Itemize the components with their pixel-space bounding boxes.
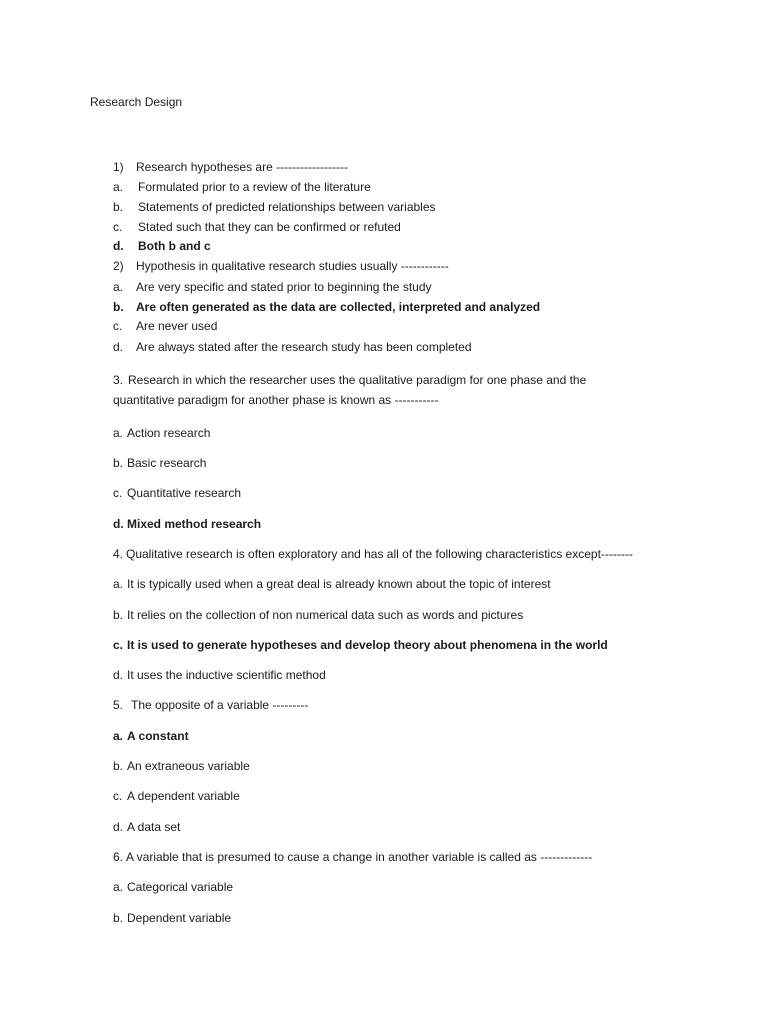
option-5d <box>113 820 180 834</box>
option-text: It relies on the collection of non numerical data such as words and pictures <box>127 608 524 622</box>
option-text: Statements of predicted relationships between variables <box>138 200 436 214</box>
option-text: Action research <box>127 426 211 440</box>
question-number: 1) <box>113 160 124 174</box>
option-letter: a. <box>113 280 124 294</box>
question-text: Qualitative research is often exploratory and has all of the following characteristics except-------- <box>126 547 633 561</box>
option-2c <box>113 319 217 333</box>
question-4-stem-line <box>113 547 633 561</box>
option-letter: d. <box>113 668 124 682</box>
option-3c <box>113 486 241 500</box>
option-text: It is used to generate hypotheses and develop theory about phenomena in the world <box>127 638 608 652</box>
option-letter: d. <box>113 239 124 253</box>
option-letter: b. <box>113 456 124 470</box>
option-4b <box>113 608 523 622</box>
option-letter: b. <box>113 200 124 214</box>
question-3-stem-line-2 <box>113 393 438 407</box>
option-letter: c. <box>113 638 124 652</box>
question-text: A variable that is presumed to cause a change in another variable is called as ------------- <box>126 850 593 864</box>
option-text: A constant <box>127 729 189 743</box>
option-letter: a. <box>113 426 124 440</box>
option-5a <box>113 729 189 743</box>
option-3d <box>113 517 261 531</box>
option-letter: c. <box>113 319 123 333</box>
option-text: Are often generated as the data are collected, interpreted and analyzed <box>136 300 541 314</box>
option-text: Categorical variable <box>127 880 234 894</box>
option-letter: d. <box>113 517 124 531</box>
option-letter: a. <box>113 729 124 743</box>
option-1a <box>113 180 371 194</box>
option-text: A dependent variable <box>127 789 240 803</box>
question-2-stem-line <box>113 259 449 273</box>
option-6a <box>113 880 233 894</box>
option-letter: c. <box>113 220 123 234</box>
option-1b <box>113 200 436 214</box>
question-3-stem-line-1 <box>113 373 586 387</box>
question-text: The opposite of a variable --------- <box>131 698 309 712</box>
option-letter: d. <box>113 820 124 834</box>
option-letter: d. <box>113 340 124 354</box>
option-letter: b. <box>113 300 124 314</box>
question-6-stem-line <box>113 850 592 864</box>
option-2a <box>113 280 432 294</box>
option-text: Are always stated after the research study has been completed <box>136 340 472 354</box>
question-text: quantitative paradigm for another phase is known as ----------- <box>113 393 439 407</box>
option-text: Stated such that they can be confirmed or refuted <box>138 220 401 234</box>
question-number: 4. <box>113 547 124 561</box>
option-5b <box>113 759 250 773</box>
option-text: An extraneous variable <box>127 759 250 773</box>
option-letter: b. <box>113 911 124 925</box>
option-letter: b. <box>113 608 124 622</box>
option-text: It is typically used when a great deal is already known about the topic of interest <box>127 577 551 591</box>
option-2b <box>113 300 540 314</box>
question-1-stem-line <box>113 160 348 174</box>
option-5c <box>113 789 240 803</box>
page-title: Research Design <box>90 95 183 109</box>
option-2d <box>113 340 472 354</box>
option-text: Are very specific and stated prior to beginning the study <box>136 280 432 294</box>
question-number: 5. <box>113 698 124 712</box>
option-4c <box>113 638 608 652</box>
option-1c <box>113 220 401 234</box>
option-letter: c. <box>113 789 123 803</box>
option-4d <box>113 668 326 682</box>
option-letter: b. <box>113 759 124 773</box>
option-3b <box>113 456 206 470</box>
option-text: Both b and c <box>138 239 211 253</box>
question-text: Research hypotheses are ------------------ <box>136 160 349 174</box>
option-3a <box>113 426 210 440</box>
question-number: 3. <box>113 373 124 387</box>
option-text: Quantitative research <box>127 486 242 500</box>
option-text: Dependent variable <box>127 911 232 925</box>
option-text: Mixed method research <box>127 517 262 531</box>
option-letter: a. <box>113 180 124 194</box>
option-6b <box>113 911 231 925</box>
option-text: Basic research <box>127 456 207 470</box>
option-text: Are never used <box>136 319 218 333</box>
question-text: Research in which the researcher uses the qualitative paradigm for one phase and the <box>128 373 587 387</box>
option-letter: c. <box>113 486 123 500</box>
question-text: Hypothesis in qualitative research studies usually ------------ <box>136 259 449 273</box>
option-text: A data set <box>127 820 181 834</box>
option-letter: a. <box>113 577 124 591</box>
option-letter: a. <box>113 880 124 894</box>
option-text: Formulated prior to a review of the literature <box>138 180 371 194</box>
option-1d <box>113 239 211 253</box>
option-text: It uses the inductive scientific method <box>127 668 326 682</box>
question-number: 2) <box>113 259 124 273</box>
question-5-stem-line <box>113 698 308 712</box>
question-number: 6. <box>113 850 124 864</box>
option-4a <box>113 577 551 591</box>
